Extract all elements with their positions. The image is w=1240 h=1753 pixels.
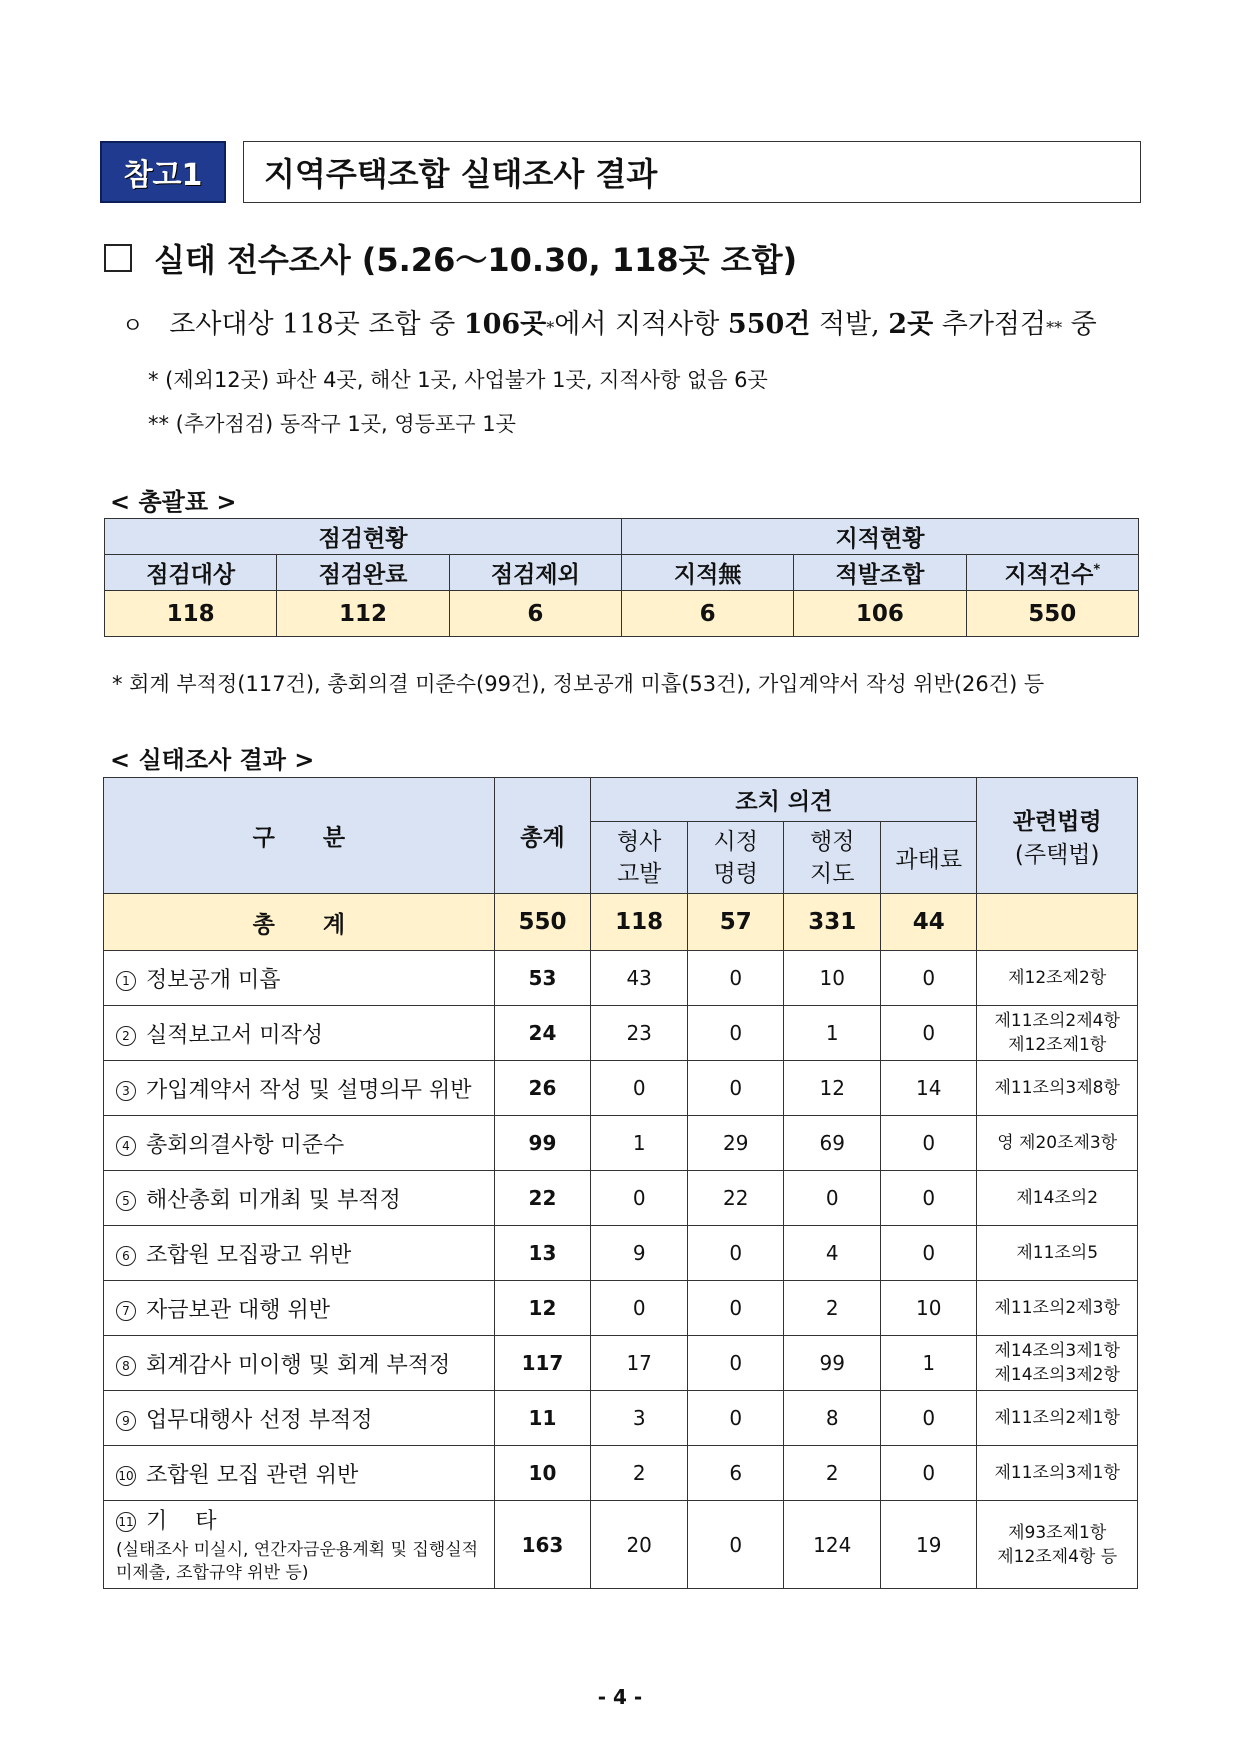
row-value-m4: 0: [881, 1446, 977, 1501]
bullet-mark: ㅇ: [122, 314, 144, 339]
row-law: [977, 1226, 1138, 1281]
summary-header-sup: *: [1093, 562, 1101, 578]
row-value-m2: 0: [688, 951, 784, 1006]
row-label: [104, 1116, 495, 1171]
summary-header-last: [966, 555, 1138, 591]
row-value-m1: 17: [591, 1336, 688, 1391]
row-law-line: 제11조의3제1항: [994, 1463, 1120, 1483]
row-value-m1: 1: [591, 1116, 688, 1171]
row-value-m2: 0: [688, 1281, 784, 1336]
row-sublabel-line: 미제출, 조합규약 위반 등): [116, 1563, 309, 1583]
circled-number: 3: [116, 1081, 136, 1101]
results-caption: < 실태조사 결과 >: [110, 746, 315, 774]
header-measures: 조치 의견: [591, 778, 977, 822]
row-value-m1: 23: [591, 1006, 688, 1061]
summary-footnote: * 회계 부적정(117건), 총회의결 미준수(99건), 정보공개 미흡(53건), 가입계약서 작성 위반(26건) 등: [112, 672, 1045, 696]
row-value-m4: 14: [881, 1061, 977, 1116]
row-value-m3: 12: [784, 1061, 881, 1116]
summary-value: 6: [449, 591, 621, 637]
row-value-m3: 2: [784, 1446, 881, 1501]
row-value-m2: 0: [688, 1391, 784, 1446]
header-category: 구 분: [104, 778, 495, 894]
note-excluded: * (제외12곳) 파산 4곳, 해산 1곳, 사업불가 1곳, 지적사항 없음 6곳: [148, 368, 768, 392]
circled-number: 2: [116, 1026, 136, 1046]
bullet-bold-3: 2곳: [888, 309, 934, 340]
row-value-m4: 1: [881, 1336, 977, 1391]
table-row: [104, 1391, 1138, 1446]
circled-number: 9: [116, 1411, 136, 1431]
summary-table: [104, 518, 1139, 637]
row-total: 99: [494, 1116, 591, 1171]
row-label-text: 조합원 모집광고 위반: [146, 1242, 352, 1268]
row-law-line: 제93조제1항: [1008, 1522, 1107, 1543]
page-number: - 4 -: [597, 1685, 643, 1709]
row-value-m3: 2: [784, 1281, 881, 1336]
summary-header-row: [105, 555, 1139, 591]
bullet-bold-1: 106곳: [463, 309, 547, 340]
group-inspection-status: 점검현황: [105, 519, 622, 555]
summary-value-row: [105, 591, 1139, 637]
row-law: [977, 1336, 1138, 1391]
row-label-text: 기 타: [146, 1509, 217, 1534]
row-total: 24: [494, 1006, 591, 1061]
row-sublabel: [116, 1539, 494, 1585]
summary-value: 112: [277, 591, 449, 637]
header-criminal-l1: 형사: [616, 828, 662, 855]
row-law-line: 제11조의2제3항: [994, 1298, 1120, 1318]
row-law-line: 제12조제4항 등: [997, 1546, 1118, 1567]
row-value-m1: 3: [591, 1391, 688, 1446]
row-value-m1: 0: [591, 1171, 688, 1226]
summary-header: 적발조합: [794, 555, 966, 591]
total-cell: 118: [591, 894, 688, 951]
row-value-m4: 10: [881, 1281, 977, 1336]
table-row: [104, 1336, 1138, 1391]
row-law: [977, 1061, 1138, 1116]
row-value-m2: 0: [688, 1501, 784, 1589]
header-correction-l1: 시정: [713, 828, 758, 855]
header-law: [977, 778, 1138, 894]
results-body: [104, 951, 1138, 1589]
row-total: 26: [494, 1061, 591, 1116]
total-cell: 331: [784, 894, 881, 951]
row-value-m3: 99: [784, 1336, 881, 1391]
row-law: [977, 1171, 1138, 1226]
table-row: [104, 1116, 1138, 1171]
row-value-m2: 22: [688, 1171, 784, 1226]
row-law-line: 제14조의2: [1016, 1188, 1099, 1208]
bullet-text-3: 적발,: [810, 309, 889, 340]
row-label-text: 정보공개 미흡: [146, 967, 281, 993]
row-value-m1: 2: [591, 1446, 688, 1501]
total-cell: 44: [881, 894, 977, 951]
row-label: [104, 1391, 495, 1446]
table-row: [104, 1226, 1138, 1281]
total-cell: 57: [688, 894, 784, 951]
header-guidance: [784, 822, 881, 894]
results-header-row-1: [104, 778, 1138, 822]
summary-header: 점검대상: [105, 555, 277, 591]
row-value-m4: 0: [881, 1116, 977, 1171]
row-label: [104, 1336, 495, 1391]
header-criminal-l2: 고발: [616, 860, 662, 887]
table-row: [104, 1446, 1138, 1501]
document-title-text: 지역주택조합 실태조사 결과: [264, 155, 658, 193]
row-law-line: 제12조제1항: [1008, 1035, 1107, 1055]
note-additional: ** (추가점검) 동작구 1곳, 영등포구 1곳: [148, 412, 516, 436]
row-label-text: 가입계약서 작성 및 설명의무 위반: [146, 1077, 472, 1103]
row-law-line: 제14조의3제1항: [994, 1341, 1120, 1361]
row-total: 10: [494, 1446, 591, 1501]
row-law-line: 영 제20조제3항: [997, 1133, 1118, 1153]
row-total: 11: [494, 1391, 591, 1446]
header-criminal: [591, 822, 688, 894]
row-law-line: 제14조의3제2항: [994, 1365, 1120, 1385]
group-violation-status: 지적현황: [621, 519, 1138, 555]
row-label: [104, 1226, 495, 1281]
row-label-text: 자금보관 대행 위반: [146, 1297, 331, 1323]
circled-number: 7: [116, 1301, 136, 1321]
circled-number: 4: [116, 1136, 136, 1156]
row-total: 117: [494, 1336, 591, 1391]
row-total: 13: [494, 1226, 591, 1281]
header-guidance-l2: 지도: [810, 860, 855, 887]
row-value-m1: 9: [591, 1226, 688, 1281]
bullet-text-2: 에서 지적사항: [554, 309, 728, 340]
circled-number: 8: [116, 1356, 136, 1376]
bullet-text-5: 중: [1062, 309, 1097, 340]
row-label: [104, 1281, 495, 1336]
row-value-m4: 0: [881, 1006, 977, 1061]
row-value-m2: 6: [688, 1446, 784, 1501]
row-value-m4: 19: [881, 1501, 977, 1589]
summary-bullet: [122, 302, 1097, 341]
circled-number: 1: [116, 971, 136, 991]
summary-header: 점검완료: [277, 555, 449, 591]
total-law-empty: [977, 894, 1138, 951]
row-value-m3: 0: [784, 1171, 881, 1226]
row-total: 53: [494, 951, 591, 1006]
circled-number: 6: [116, 1246, 136, 1266]
row-value-m1: 0: [591, 1061, 688, 1116]
row-total: 163: [494, 1501, 591, 1589]
summary-group-row: [105, 519, 1139, 555]
row-value-m4: 0: [881, 1171, 977, 1226]
bullet-sup-2: **: [1046, 318, 1063, 337]
row-label: [104, 951, 495, 1006]
row-label-text: 실적보고서 미작성: [146, 1022, 324, 1048]
row-law: [977, 1006, 1138, 1061]
table-row: [104, 1006, 1138, 1061]
row-total: 12: [494, 1281, 591, 1336]
row-value-m4: 0: [881, 1226, 977, 1281]
row-law: [977, 951, 1138, 1006]
header-law-line1: 관련법령: [1012, 808, 1102, 835]
header-total: 총계: [494, 778, 591, 894]
header-correction-l2: 명령: [713, 860, 758, 887]
row-value-m3: 1: [784, 1006, 881, 1061]
row-value-m1: 20: [591, 1501, 688, 1589]
section-heading-text: 실태 전수조사 (5.26～10.30, 118곳 조합): [154, 241, 798, 279]
row-label: [104, 1061, 495, 1116]
table-row: [104, 951, 1138, 1006]
summary-header: 지적無: [621, 555, 793, 591]
row-law: [977, 1501, 1138, 1589]
row-value-m3: 8: [784, 1391, 881, 1446]
row-law: [977, 1446, 1138, 1501]
table-row: [104, 1061, 1138, 1116]
row-value-m1: 0: [591, 1281, 688, 1336]
row-law-line: 제11조의5: [1016, 1243, 1099, 1263]
header-guidance-l1: 행정: [810, 828, 855, 855]
row-value-m2: 0: [688, 1061, 784, 1116]
row-value-m2: 29: [688, 1116, 784, 1171]
summary-value: 550: [966, 591, 1138, 637]
results-table: [103, 777, 1138, 1589]
row-label: [104, 1171, 495, 1226]
header-law-line2: (주택법): [1014, 841, 1100, 868]
header-fine: 과태료: [881, 822, 977, 894]
row-total: 22: [494, 1171, 591, 1226]
section-heading: [104, 235, 797, 281]
summary-header: 점검제외: [449, 555, 621, 591]
row-law-line: 제11조의3제8항: [994, 1078, 1120, 1098]
circled-number: 5: [116, 1191, 136, 1211]
row-law-line: 제11조의2제4항: [994, 1011, 1120, 1031]
summary-value: 106: [794, 591, 966, 637]
row-label-text: 회계감사 미이행 및 회계 부적정: [146, 1352, 451, 1378]
row-value-m4: 0: [881, 1391, 977, 1446]
bullet-bold-2: 550건: [727, 309, 811, 340]
table-row: [104, 1501, 1138, 1589]
row-law: [977, 1391, 1138, 1446]
row-label-text: 총회의결사항 미준수: [146, 1132, 345, 1158]
summary-header-text: 지적건수: [1004, 562, 1094, 588]
bullet-text-4: 추가점검: [933, 309, 1047, 340]
row-value-m3: 124: [784, 1501, 881, 1589]
row-law: [977, 1281, 1138, 1336]
row-law-line: 제12조제2항: [1008, 968, 1107, 988]
circled-number: 11: [116, 1512, 136, 1532]
row-value-m1: 43: [591, 951, 688, 1006]
row-label-text: 조합원 모집 관련 위반: [146, 1462, 359, 1488]
table-row: [104, 1171, 1138, 1226]
row-value-m2: 0: [688, 1226, 784, 1281]
total-label: 총 계: [104, 894, 495, 951]
total-cell: 550: [494, 894, 591, 951]
bullet-text-1: 조사대상 118곳 조합 중: [169, 309, 464, 340]
row-value-m3: 10: [784, 951, 881, 1006]
row-value-m2: 0: [688, 1336, 784, 1391]
row-label-text: 업무대행사 선정 부적정: [146, 1407, 373, 1433]
row-value-m2: 0: [688, 1006, 784, 1061]
summary-value: 6: [621, 591, 793, 637]
row-law-line: 제11조의2제1항: [994, 1408, 1120, 1428]
document-title: [243, 141, 1141, 203]
row-sublabel-line: (실태조사 미실시, 연간자금운용계획 및 집행실적: [116, 1540, 479, 1560]
circled-number: 10: [116, 1466, 136, 1486]
row-label: [104, 1446, 495, 1501]
table-row: [104, 1281, 1138, 1336]
checkbox-icon: [104, 244, 132, 272]
row-label-text: 해산총회 미개최 및 부적정: [146, 1187, 401, 1213]
bullet-sup-1: *: [546, 318, 555, 337]
summary-value: 118: [105, 591, 277, 637]
row-value-m3: 69: [784, 1116, 881, 1171]
row-label: [104, 1006, 495, 1061]
row-label: [104, 1501, 495, 1589]
row-value-m3: 4: [784, 1226, 881, 1281]
summary-caption: < 총괄표 >: [110, 488, 237, 516]
row-law: [977, 1116, 1138, 1171]
row-value-m4: 0: [881, 951, 977, 1006]
reference-badge: 참고1: [100, 141, 226, 203]
header-correction: [688, 822, 784, 894]
total-row: [104, 894, 1138, 951]
